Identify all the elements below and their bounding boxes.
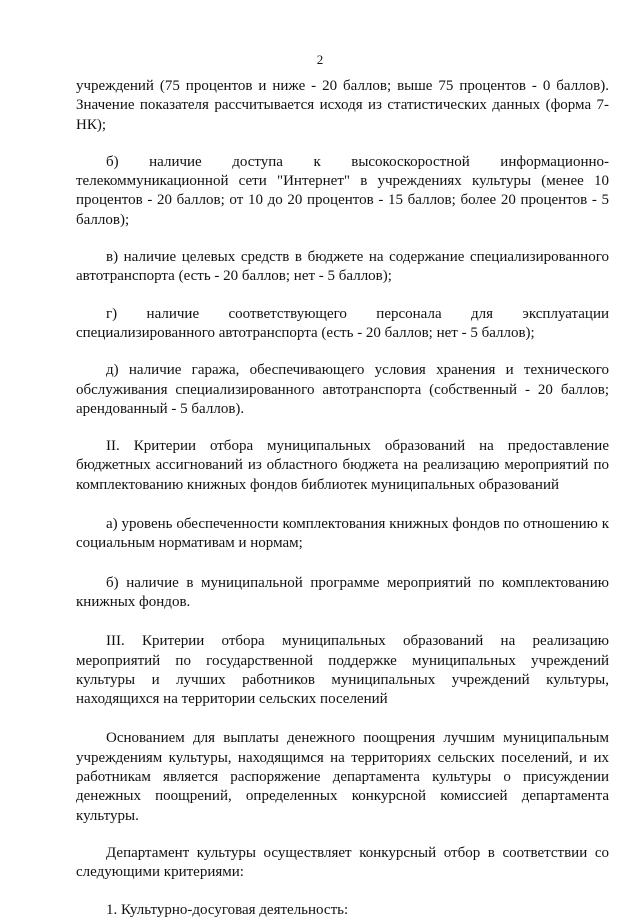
paragraph-criterion-1: 1. Культурно-досуговая деятельность: bbox=[106, 901, 349, 918]
document-body bbox=[76, 77, 609, 920]
paragraph-payment-basis: Основанием для выплаты денежного поощрения лучшим муниципальным учреждениям культуры, находящимся на территориях сельских поселений, и их работникам является распоряжение департамента культуры о присуждении денежных поощрений, определенных конкурсной комиссией департамента культуры. bbox=[76, 730, 609, 824]
paragraph-item-v-budget: в) наличие целевых средств в бюджете на содержание специализированного автотранспорта (есть - 20 баллов; нет - 5 баллов); bbox=[76, 249, 609, 285]
paragraph-competition-criteria: Департамент культуры осуществляет конкурсный отбор в соответствии со следующими критериями: bbox=[76, 844, 609, 881]
paragraph-item-a-provision: а) уровень обеспеченности комплектования книжных фондов по отношению к социальным нормативам и нормам; bbox=[76, 516, 609, 552]
section-heading-ii: II. Критерии отбора муниципальных образований на предоставление бюджетных ассигнований из областного бюджета на реализацию мероприятий по комплектованию книжных фондов библиотек муниципальных образований bbox=[76, 438, 609, 493]
paragraph-item-b-internet: б) наличие доступа к высокоскоростной информационно-телекоммуникационной сети "Интернет" в учреждениях культуры (менее 10 процентов - 20 баллов; от 10 до 20 процентов - 15 баллов; более 20 процентов - 5 баллов); bbox=[76, 153, 609, 228]
paragraph-item-d-garage: д) наличие гаража, обеспечивающего условия хранения и технического обслуживания специализированного автотранспорта (собственный - 20 баллов; арендованный - 5 баллов). bbox=[76, 362, 609, 417]
section-heading-iii: III. Критерии отбора муниципальных образований на реализацию мероприятий по государственной поддержке муниципальных учреждений культуры и лучших работников муниципальных учреждений культуры, находящихся на территории сельских поселений bbox=[76, 633, 609, 708]
page-number: 2 bbox=[316, 52, 324, 67]
paragraph-continuation: учреждений (75 процентов и ниже - 20 баллов; выше 75 процентов - 0 баллов). Значение показателя рассчитывается исходя из статистических данных (форма 7-НК); bbox=[76, 78, 609, 133]
paragraph-item-g-personnel: г) наличие соответствующего персонала для эксплуатации специализированного автотранспорта (есть - 20 баллов; нет - 5 баллов); bbox=[76, 305, 609, 341]
paragraph-item-b-program: б) наличие в муниципальной программе мероприятий по комплектованию книжных фондов. bbox=[76, 574, 609, 610]
